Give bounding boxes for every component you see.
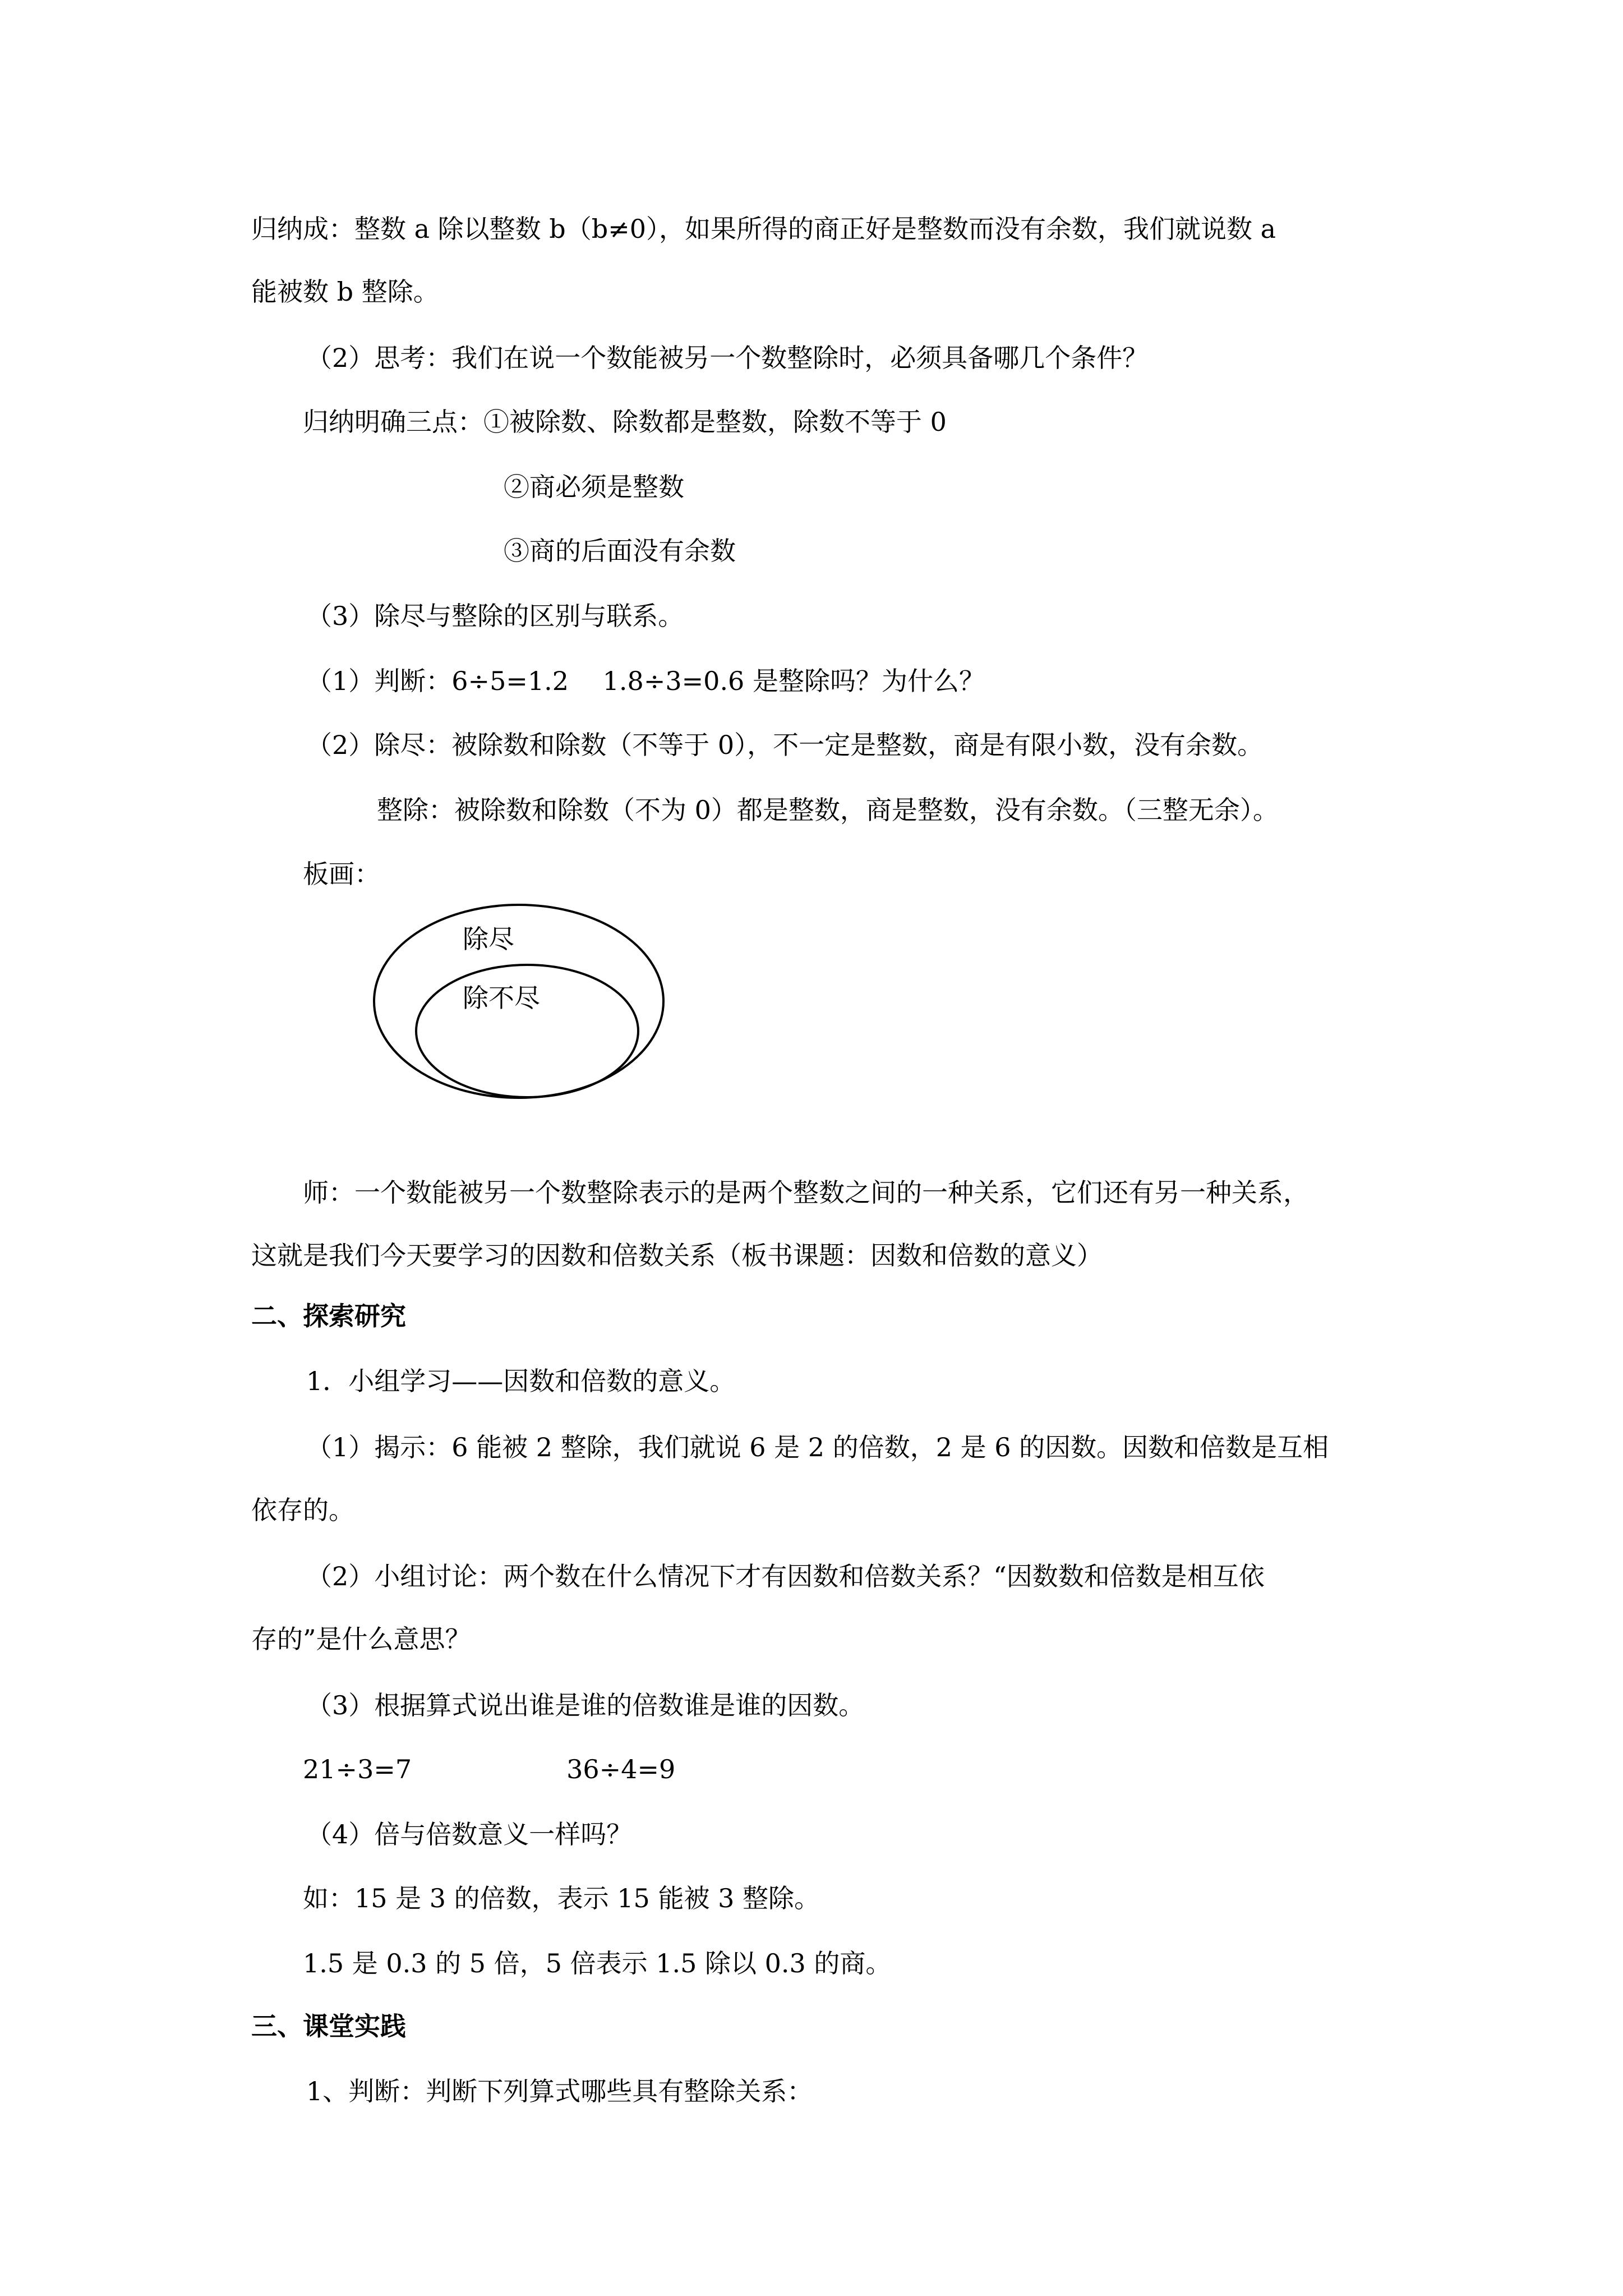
paragraph-line: （4）倍与倍数意义一样吗？ bbox=[306, 1819, 633, 1849]
paragraph-line: 能被数 b 整除。 bbox=[251, 277, 439, 307]
paragraph-line: （1）揭示：6 能被 2 整除，我们就说 6 是 2 的倍数，2 是 6 的因数。因数和倍数是互相 bbox=[306, 1432, 1329, 1462]
outer-ellipse-label: 除尽 bbox=[463, 924, 514, 954]
paragraph-line: 整除：被除数和除数（不为 0）都是整数，商是整数，没有余数。（三整无余）。 bbox=[377, 795, 1279, 825]
paragraph-line: 依存的。 bbox=[251, 1495, 354, 1525]
paragraph-line: ②商必须是整数 bbox=[504, 472, 684, 502]
paragraph-line: （2）除尽：被除数和除数（不等于 0），不一定是整数，商是有限小数，没有余数。 bbox=[306, 730, 1264, 760]
paragraph-line: 板画： bbox=[303, 859, 380, 889]
paragraph-line: ③商的后面没有余数 bbox=[504, 536, 736, 566]
paragraph-line: 如：15 是 3 的倍数，表示 15 能被 3 整除。 bbox=[303, 1883, 820, 1913]
paragraph-line: 归纳明确三点：①被除数、除数都是整数，除数不等于 0 bbox=[303, 407, 947, 437]
paragraph-line: （3）根据算式说出谁是谁的倍数谁是谁的因数。 bbox=[306, 1690, 865, 1720]
paragraph-line: 归纳成：整数 a 除以整数 b（b≠0），如果所得的商正好是整数而没有余数，我们就说数 a bbox=[251, 214, 1276, 244]
section-heading: 三、课堂实践 bbox=[251, 2011, 406, 2041]
paragraph-line: 这就是我们今天要学习的因数和倍数关系（板书课题：因数和倍数的意义） bbox=[251, 1240, 1103, 1271]
paragraph-line: 师：一个数能被另一个数整除表示的是两个整数之间的一种关系，它们还有另一种关系， bbox=[303, 1177, 1309, 1208]
paragraph-line: （1）判断：6÷5=1.2 1.8÷3=0.6 是整除吗？为什么？ bbox=[306, 666, 985, 696]
paragraph-line: （2）小组讨论：两个数在什么情况下才有因数和倍数关系？“因数数和倍数是相互依 bbox=[306, 1561, 1265, 1591]
paragraph-line: （2）思考：我们在说一个数能被另一个数整除时，必须具备哪几个条件？ bbox=[306, 343, 1149, 373]
paragraph-line: 21÷3=7 36÷4=9 bbox=[303, 1754, 676, 1784]
nested-ellipse-diagram bbox=[370, 903, 673, 1105]
paragraph-line: 存的”是什么意思？ bbox=[251, 1624, 471, 1654]
inner-ellipse-label: 除不尽 bbox=[463, 983, 540, 1013]
section-heading: 二、探索研究 bbox=[251, 1301, 406, 1331]
paragraph-line: 1．小组学习——因数和倍数的意义。 bbox=[306, 1366, 736, 1396]
paragraph-line: 1、判断：判断下列算式哪些具有整除关系： bbox=[306, 2076, 813, 2106]
paragraph-line: （3）除尽与整除的区别与联系。 bbox=[306, 601, 684, 631]
paragraph-line: 1.5 是 0.3 的 5 倍，5 倍表示 1.5 除以 0.3 的商。 bbox=[303, 1948, 892, 1978]
